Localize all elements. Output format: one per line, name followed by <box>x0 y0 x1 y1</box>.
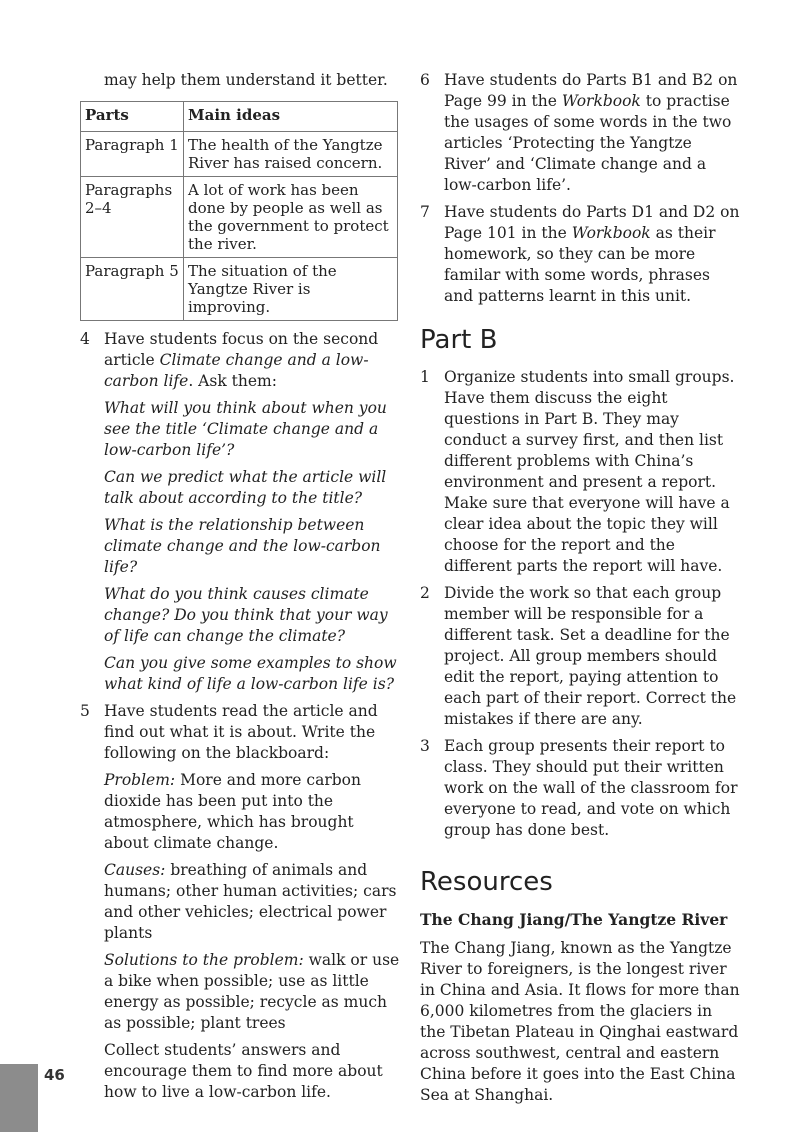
table-row <box>81 177 398 258</box>
question: What do you think causes climate change? Do you think that your way of life can change the climate? <box>104 585 388 645</box>
item-number: 5 <box>80 702 90 720</box>
page-number: 46 <box>44 1066 65 1084</box>
table-header: Parts <box>81 102 184 132</box>
closing-text: Collect students’ answers and encourage them to find more about how to live a low-carbon life. <box>104 1041 383 1101</box>
right-column <box>420 70 740 1106</box>
parts-table <box>80 101 398 321</box>
part-b-item-1 <box>420 367 740 577</box>
item-text: Organize students into small groups. Have them discuss the eight questions in Part B. They may conduct a survey first, and then list different problems with China’s environment and present a report. Make sure that everyone will have a clear idea about the topic they will choose for the report and the different parts the report will have. <box>444 368 735 575</box>
table-row <box>81 132 398 177</box>
left-column <box>80 70 400 1109</box>
resource-body: The Chang Jiang, known as the Yangtze River to foreigners, is the longest river in China and Asia. It flows for more than 6,000 kilometres from the glaciers in the Tibetan Plateau in Qinghai eastward across southwest, central and eastern China before it goes into the East China Sea at Shanghai. <box>420 939 740 1104</box>
part-b-item-2 <box>420 583 740 730</box>
list-item-7 <box>420 202 740 307</box>
item-number: 6 <box>420 71 430 89</box>
item-text: Each group presents their report to class. They should put their written work on the wall of the classroom for everyone to read, and vote on which group has done best. <box>444 737 738 839</box>
solutions-text <box>80 950 400 1034</box>
list-item-4 <box>80 329 400 392</box>
item-text: as their homework, so they can be more familar with some words, phrases and patterns learnt in this unit. <box>444 224 716 305</box>
causes-text <box>80 860 400 944</box>
lead-text: may help them understand it better. <box>104 71 388 89</box>
table-cell: The health of the Yangtze River has raised concern. <box>184 132 398 177</box>
table-header-row <box>81 102 398 132</box>
problem-label: Problem: <box>104 771 176 789</box>
causes-body: breathing of animals and humans; other human activities; cars and other vehicles; electrical power plants <box>104 861 397 942</box>
item-text: Have students read the article and find out what it is about. Write the following on the blackboard: <box>104 702 378 762</box>
item-text: Have students do Parts B1 and B2 on Page 99 in the <box>444 71 738 110</box>
question: Can we predict what the article will talk about according to the title? <box>104 468 387 507</box>
solutions-label: Solutions to the problem: <box>104 951 304 969</box>
item-text: to practise the usages of some words in the two articles ‘Protecting the Yangtze River’ and ‘Climate change and a low-carbon life’. <box>444 92 732 194</box>
item-number: 1 <box>420 368 430 386</box>
question: Can you give some examples to show what kind of life a low-carbon life is? <box>104 654 397 693</box>
solutions-body: walk or use a bike when possible; use as little energy as possible; recycle as much as possible; plant trees <box>104 951 400 1032</box>
item-text: Divide the work so that each group member will be responsible for a different task. Set a deadline for the project. All group members should edit the report, paying attention to each part of their report. Correct the mistakes if there are any. <box>444 584 737 728</box>
item-text-italic: Workbook <box>571 224 651 242</box>
item-number: 2 <box>420 584 430 602</box>
page-tab-bar <box>0 1064 38 1132</box>
list-item-5 <box>80 701 400 764</box>
problem-body: More and more carbon dioxide has been put into the atmosphere, which has brought about climate change. <box>104 771 361 852</box>
table-cell: Paragraph 1 <box>81 132 184 177</box>
item-text-italic: Workbook <box>561 92 641 110</box>
table-cell: The situation of the Yangtze River is improving. <box>184 258 398 321</box>
question: What is the relationship between climate change and the low-carbon life? <box>104 516 381 576</box>
item-text-italic: Climate change and a low-carbon life <box>104 351 369 390</box>
item-text: . Ask them: <box>188 372 277 390</box>
table-cell: Paragraphs 2–4 <box>81 177 184 258</box>
item-number: 3 <box>420 737 430 755</box>
item-text: Have students focus on the second article <box>104 330 379 369</box>
list-item-6 <box>420 70 740 196</box>
resource-title: The Chang Jiang/The Yangtze River <box>420 910 728 929</box>
resources-heading: Resources <box>420 867 553 897</box>
causes-label: Causes: <box>104 861 166 879</box>
problem-text <box>80 770 400 854</box>
item-number: 4 <box>80 330 90 348</box>
item-number: 7 <box>420 203 430 221</box>
table-cell: Paragraph 5 <box>81 258 184 321</box>
part-b-heading: Part B <box>420 325 498 355</box>
table-row <box>81 258 398 321</box>
table-cell: A lot of work has been done by people as well as the government to protect the river. <box>184 177 398 258</box>
part-b-item-3 <box>420 736 740 841</box>
question: What will you think about when you see the title ‘Climate change and a low-carbon life’? <box>104 399 387 459</box>
table-header: Main ideas <box>184 102 398 132</box>
item-text: Have students do Parts D1 and D2 on Page 101 in the <box>444 203 740 242</box>
